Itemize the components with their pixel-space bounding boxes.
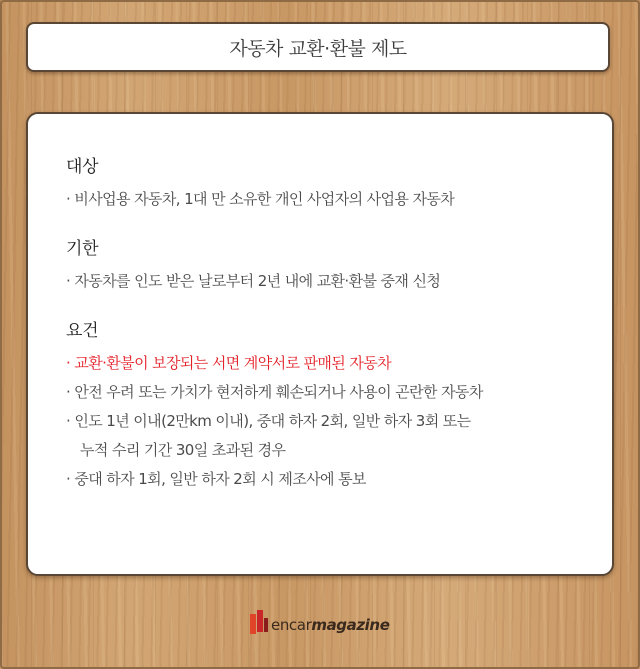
encar-magazine-logo xyxy=(250,604,389,634)
list-item: · 자동차를 인도 받은 날로부터 2년 내에 교환·환불 중재 신청 xyxy=(66,272,441,290)
logo-wordmark xyxy=(271,616,389,634)
title-banner xyxy=(26,22,610,72)
section-heading-requirements: 요건 xyxy=(66,321,99,341)
list-item: · 비사업용 자동차, 1대 만 소유한 개인 사업자의 사업용 자동차 xyxy=(66,190,455,208)
section-deadline xyxy=(66,234,612,296)
logo-text-magazine: magazine xyxy=(311,616,390,634)
section-heading-deadline: 기한 xyxy=(66,239,99,259)
page-title: 자동차 교환·환불 제도 xyxy=(229,37,407,60)
list-item: · 안전 우려 또는 가치가 현저하게 훼손되거나 사용이 곤란한 자동차 xyxy=(66,383,483,401)
section-requirements xyxy=(66,316,612,494)
list-item-continuation: 누적 수리 기간 30일 초과된 경우 xyxy=(80,441,286,459)
section-heading-target: 대상 xyxy=(66,157,99,177)
list-item-line: · 인도 1년 이내(2만km 이내), 중대 하자 2회, 일반 하자 3회 또는 xyxy=(66,412,471,430)
list-item-highlight: · 교환·환불이 보장되는 서면 계약서로 판매된 자동차 xyxy=(66,354,392,372)
content-card xyxy=(26,112,614,576)
section-target xyxy=(66,152,612,214)
list-item: · 중대 하자 1회, 일반 하자 2회 시 제조사에 통보 xyxy=(66,470,366,488)
logo-text-encar: encar xyxy=(271,616,312,634)
encar-logo-icon xyxy=(250,610,268,634)
list-item xyxy=(66,407,612,465)
